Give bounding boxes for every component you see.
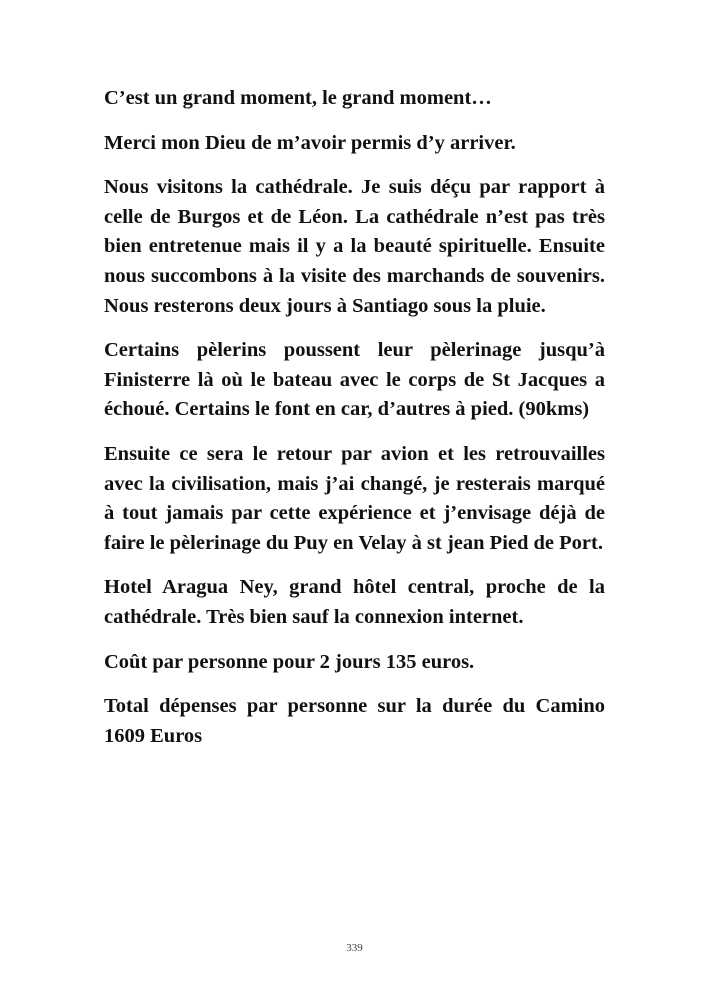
paragraph-merci: Merci mon Dieu de m’avoir permis d’y arriver. — [104, 131, 516, 154]
page-number: 339 — [346, 942, 363, 954]
paragraph-finisterre: Certains pèlerins poussent leur pèlerinage jusqu’à Finisterre là où le bateau avec le corps de St Jacques a échoué. Certains le font en car, d’autres à pied. (90kms) — [104, 339, 605, 421]
paragraph-grand-moment: C’est un grand moment, le grand moment… — [104, 87, 492, 109]
body-text — [104, 84, 631, 766]
paragraph-total: Total dépenses par personne sur la durée du Camino 1609 Euros — [104, 695, 631, 747]
paragraph-cathedrale: Nous visitons la cathédrale. Je suis déçu par rapport à celle de Burgos et de Léon. La cathédrale n’est pas très bien entretenue mais il y a la beauté spirituelle. Ensuite nous succombons à la visite des marchands de souvenirs. Nous resterons deux jours à Santiago sous la pluie. — [104, 176, 605, 317]
paragraph-cout: Coût par personne pour 2 jours 135 euros. — [104, 650, 475, 673]
paragraph-hotel: Hotel Aragua Ney, grand hôtel central, proche de la cathédrale. Très bien sauf la connexion internet. — [104, 576, 605, 628]
paragraph-retour: Ensuite ce sera le retour par avion et les retrouvailles avec la civilisation, mais j’ai changé, je resterais marqué à tout jamais par cette expérience et j’envisage déjà de faire le pèlerinage du Puy en Velay à st jean Pied de Port. — [104, 442, 605, 554]
